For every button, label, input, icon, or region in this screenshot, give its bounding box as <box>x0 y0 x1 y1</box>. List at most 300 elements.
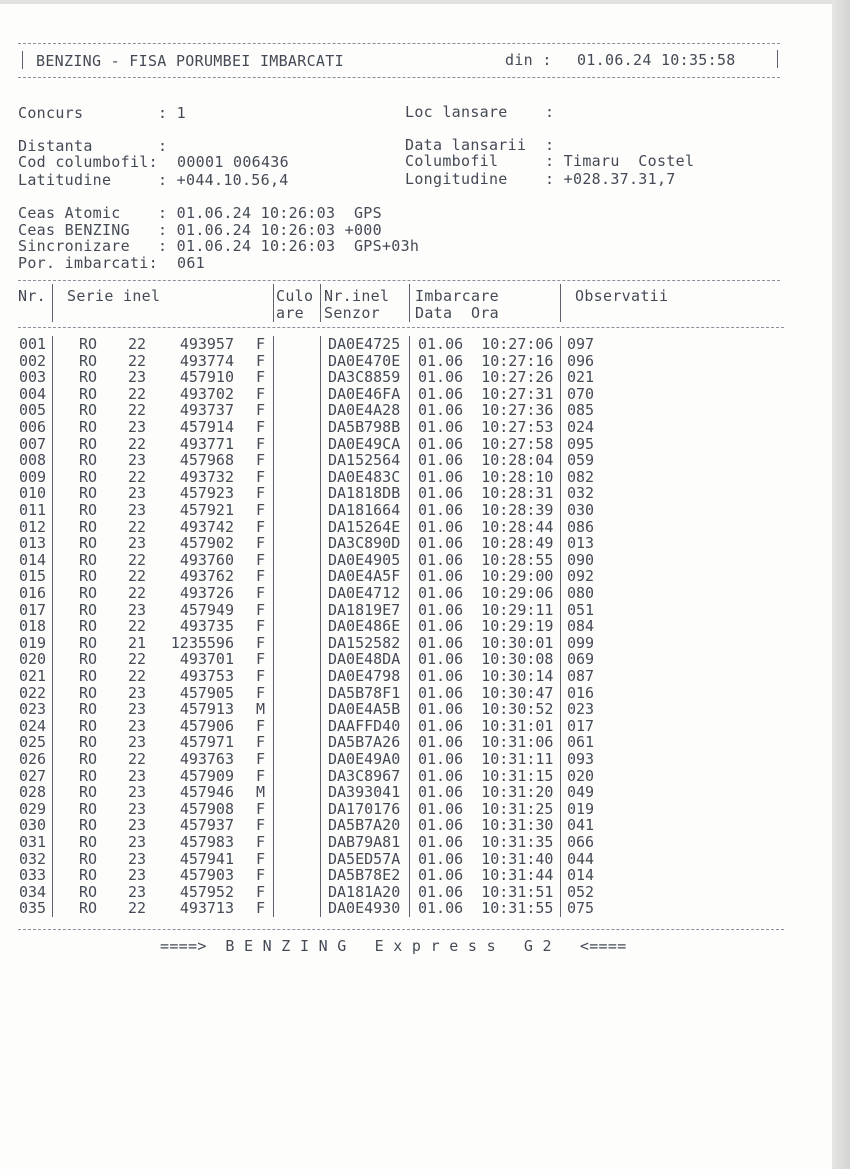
country-code: RO <box>79 600 98 619</box>
header-imbarcare: Imbarcare <box>415 287 499 305</box>
sex: F <box>256 733 266 752</box>
country-code: RO <box>79 716 98 735</box>
table-row <box>0 369 832 386</box>
observation: 075 <box>567 899 595 918</box>
row-number: 023 <box>19 700 47 719</box>
header-right-bar <box>777 50 778 68</box>
col-divider <box>560 851 561 868</box>
sex: M <box>256 783 266 802</box>
col-divider <box>560 469 561 486</box>
col-divider <box>560 867 561 884</box>
ring-number: 493763 <box>179 750 234 768</box>
boarding-time: 01.06 10:28:55 <box>418 550 554 569</box>
col-divider <box>560 602 561 619</box>
columbofil-value: : Timaru Costel <box>545 152 695 170</box>
header-top-rule <box>18 43 780 44</box>
ring-number: 493702 <box>179 384 234 403</box>
boarding-time: 01.06 10:31:15 <box>418 766 554 785</box>
col-divider <box>409 768 410 785</box>
col-divider <box>273 784 274 801</box>
col-divider <box>52 668 53 685</box>
sensor-id: DA0E4798 <box>328 667 401 685</box>
col-divider <box>52 419 53 436</box>
country-code: RO <box>79 534 98 553</box>
col-divider <box>409 751 410 768</box>
ring-year: 23 <box>128 783 147 802</box>
row-number: 015 <box>19 567 47 586</box>
observation: 097 <box>567 335 595 353</box>
table-row <box>0 734 832 751</box>
col-divider <box>409 552 410 569</box>
col-divider <box>273 900 274 917</box>
ring-year: 23 <box>128 700 147 719</box>
col-divider <box>560 784 561 801</box>
col-divider <box>320 867 321 884</box>
header-nr-inel: Nr.inel <box>324 287 390 305</box>
ring-year: 22 <box>128 517 147 536</box>
ring-year: 23 <box>128 849 147 868</box>
observation: 066 <box>567 833 595 851</box>
col-divider <box>320 668 321 685</box>
ring-year: 23 <box>128 501 147 519</box>
observation: 019 <box>567 799 595 818</box>
boarding-time: 01.06 10:31:11 <box>418 750 554 768</box>
loc-lansare-label: Loc lansare <box>405 103 508 121</box>
col-divider <box>52 651 53 668</box>
sensor-id: DA3C8859 <box>328 368 401 387</box>
sex: F <box>256 600 266 619</box>
ring-number: 457949 <box>179 600 234 619</box>
boarding-time: 01.06 10:28:31 <box>418 484 554 503</box>
col-divider <box>320 817 321 834</box>
col-divider <box>560 452 561 469</box>
header-culoare-2: are <box>276 304 304 322</box>
country-code: RO <box>79 849 98 868</box>
sensor-id: DA393041 <box>328 783 401 802</box>
col-divider <box>273 718 274 735</box>
row-number: 024 <box>19 716 47 735</box>
col-divider <box>52 635 53 652</box>
row-number: 005 <box>19 401 47 420</box>
observation: 085 <box>567 401 595 420</box>
ring-year: 22 <box>128 401 147 420</box>
col-divider <box>560 336 561 353</box>
table-row <box>0 618 832 635</box>
col-divider <box>560 651 561 668</box>
row-number: 031 <box>19 833 47 851</box>
col-divider <box>52 685 53 702</box>
col-divider <box>409 485 410 502</box>
sex: F <box>256 368 266 387</box>
col-divider <box>409 834 410 851</box>
longitudine-value: : +028.37.31,7 <box>545 170 676 188</box>
col-divider <box>320 469 321 486</box>
sensor-id: DA0E49CA <box>328 434 401 453</box>
sensor-id: DA0E4930 <box>328 899 401 918</box>
por-imbarcati-value: 061 <box>177 254 205 272</box>
boarding-time: 01.06 10:31:01 <box>418 716 554 735</box>
country-code: RO <box>79 484 98 503</box>
col-divider <box>560 284 561 322</box>
boarding-time: 01.06 10:30:14 <box>418 667 554 685</box>
ring-number: 493701 <box>179 650 234 669</box>
col-divider <box>560 734 561 751</box>
col-divider <box>52 734 53 751</box>
col-divider <box>560 834 561 851</box>
col-divider <box>273 734 274 751</box>
sex: F <box>256 617 266 636</box>
col-divider <box>560 900 561 917</box>
col-divider <box>560 535 561 552</box>
col-divider <box>320 602 321 619</box>
col-divider <box>273 568 274 585</box>
boarding-time: 01.06 10:27:36 <box>418 401 554 420</box>
table-row <box>0 668 832 685</box>
col-divider <box>320 519 321 536</box>
col-divider <box>409 734 410 751</box>
sex: F <box>256 633 266 652</box>
col-divider <box>320 402 321 419</box>
sex: F <box>256 833 266 851</box>
data-lansarii-label: Data lansarii <box>405 136 527 154</box>
col-divider <box>560 685 561 702</box>
country-code: RO <box>79 550 98 569</box>
columbofil-label: Columbofil <box>405 152 499 170</box>
ring-year: 22 <box>128 384 147 403</box>
sex: F <box>256 816 266 835</box>
observation: 023 <box>567 700 595 719</box>
ring-number: 493735 <box>179 617 234 636</box>
country-code: RO <box>79 766 98 785</box>
sensor-id: DA0E4905 <box>328 550 401 569</box>
col-divider <box>560 436 561 453</box>
por-imbarcati-label: Por. imbarcati: <box>18 254 158 272</box>
col-divider <box>52 585 53 602</box>
col-divider <box>320 635 321 652</box>
col-divider <box>52 284 53 322</box>
ring-number: 457941 <box>179 849 234 868</box>
country-code: RO <box>79 683 98 702</box>
sex: F <box>256 766 266 785</box>
col-divider <box>560 353 561 370</box>
col-divider <box>320 651 321 668</box>
ring-year: 23 <box>128 418 147 436</box>
row-number: 029 <box>19 799 47 818</box>
col-divider <box>560 701 561 718</box>
observation: 016 <box>567 683 595 702</box>
report-title: BENZING - FISA PORUMBEI IMBARCATI <box>36 52 344 70</box>
sex: F <box>256 351 266 370</box>
longitudine-label: Longitudine <box>405 170 508 188</box>
sex: F <box>256 467 266 486</box>
sex: F <box>256 418 266 436</box>
sex: F <box>256 567 266 586</box>
country-code: RO <box>79 750 98 768</box>
ceas-atomic-value: : 01.06.24 10:26:03 GPS <box>158 204 382 222</box>
row-number: 026 <box>19 750 47 768</box>
row-number: 012 <box>19 517 47 536</box>
col-divider <box>320 585 321 602</box>
sensor-id: DA5B798B <box>328 418 401 436</box>
row-number: 004 <box>19 384 47 403</box>
table-row <box>0 817 832 834</box>
col-divider <box>320 801 321 818</box>
col-divider <box>409 900 410 917</box>
table-bottom-rule <box>18 929 784 930</box>
sincronizare-value: : 01.06.24 10:26:03 GPS+03h <box>158 237 420 255</box>
col-divider <box>560 568 561 585</box>
ring-year: 22 <box>128 667 147 685</box>
ring-year: 23 <box>128 766 147 785</box>
col-divider <box>320 851 321 868</box>
col-divider <box>52 452 53 469</box>
row-number: 013 <box>19 534 47 553</box>
ceas-benzing-label: Ceas BENZING <box>18 221 130 239</box>
col-divider <box>560 369 561 386</box>
ring-year: 22 <box>128 750 147 768</box>
col-divider <box>409 402 410 419</box>
col-divider <box>52 834 53 851</box>
boarding-time: 01.06 10:29:11 <box>418 600 554 619</box>
col-divider <box>273 768 274 785</box>
col-divider <box>52 718 53 735</box>
col-divider <box>52 602 53 619</box>
col-divider <box>52 353 53 370</box>
col-divider <box>273 751 274 768</box>
sex: M <box>256 700 266 719</box>
boarding-time: 01.06 10:27:53 <box>418 418 554 436</box>
col-divider <box>273 535 274 552</box>
col-divider <box>52 485 53 502</box>
table-row <box>0 485 832 502</box>
col-divider <box>52 817 53 834</box>
observation: 090 <box>567 550 595 569</box>
row-number: 019 <box>19 633 47 652</box>
sex: F <box>256 866 266 885</box>
sensor-id: DA0E483C <box>328 467 401 486</box>
table-row <box>0 535 832 552</box>
country-code: RO <box>79 501 98 519</box>
ring-number: 457908 <box>179 799 234 818</box>
sensor-id: DA0E486E <box>328 617 401 636</box>
col-divider <box>560 751 561 768</box>
distanta-value: : <box>158 137 168 155</box>
boarding-time: 01.06 10:30:47 <box>418 683 554 702</box>
sensor-id: DA181A20 <box>328 882 401 901</box>
col-divider <box>560 519 561 536</box>
row-number: 033 <box>19 866 47 885</box>
sex: F <box>256 501 266 519</box>
col-divider <box>273 685 274 702</box>
row-number: 027 <box>19 766 47 785</box>
ring-year: 22 <box>128 351 147 370</box>
row-number: 020 <box>19 650 47 669</box>
sensor-id: DA0E470E <box>328 351 401 370</box>
col-divider <box>560 552 561 569</box>
observation: 084 <box>567 617 595 636</box>
col-divider <box>273 602 274 619</box>
header-bottom-rule <box>18 77 780 78</box>
row-number: 017 <box>19 600 47 619</box>
ring-year: 22 <box>128 617 147 636</box>
col-divider <box>52 768 53 785</box>
row-number: 032 <box>19 849 47 868</box>
sensor-id: DA0E4A5F <box>328 567 401 586</box>
col-divider <box>52 701 53 718</box>
sensor-id: DA5B78E2 <box>328 866 401 885</box>
col-divider <box>409 635 410 652</box>
table-row <box>0 651 832 668</box>
sex: F <box>256 667 266 685</box>
sex: F <box>256 534 266 553</box>
header-senzor: Senzor <box>324 304 380 322</box>
col-divider <box>273 402 274 419</box>
ring-year: 23 <box>128 534 147 553</box>
country-code: RO <box>79 633 98 652</box>
sensor-id: DA5ED57A <box>328 849 401 868</box>
boarding-time: 01.06 10:31:20 <box>418 783 554 802</box>
table-row <box>0 452 832 469</box>
sensor-id: DA181664 <box>328 501 401 519</box>
ring-year: 22 <box>128 584 147 602</box>
observation: 044 <box>567 849 595 868</box>
country-code: RO <box>79 733 98 752</box>
header-nr: Nr. <box>18 287 46 305</box>
row-number: 014 <box>19 550 47 569</box>
col-divider <box>273 353 274 370</box>
cod-columbofil-value: 00001 006436 <box>177 153 289 171</box>
country-code: RO <box>79 700 98 719</box>
col-divider <box>560 585 561 602</box>
country-code: RO <box>79 882 98 901</box>
col-divider <box>320 485 321 502</box>
ring-number: 493737 <box>179 401 234 420</box>
table-row <box>0 519 832 536</box>
ring-number: 493732 <box>179 467 234 486</box>
col-divider <box>273 635 274 652</box>
ceas-atomic-label: Ceas Atomic <box>18 204 121 222</box>
row-number: 001 <box>19 335 47 353</box>
boarding-time: 01.06 10:27:06 <box>418 335 554 353</box>
table-row <box>0 768 832 785</box>
observation: 049 <box>567 783 595 802</box>
sex: F <box>256 799 266 818</box>
ring-number: 493774 <box>179 351 234 370</box>
ring-number: 457921 <box>179 501 234 519</box>
observation: 092 <box>567 567 595 586</box>
col-divider <box>273 651 274 668</box>
row-number: 010 <box>19 484 47 503</box>
sex: F <box>256 882 266 901</box>
col-divider <box>273 436 274 453</box>
sex: F <box>256 899 266 918</box>
col-divider <box>320 685 321 702</box>
observation: 070 <box>567 384 595 403</box>
boarding-time: 01.06 10:30:08 <box>418 650 554 669</box>
col-divider <box>409 784 410 801</box>
col-divider <box>320 502 321 519</box>
sensor-id: DA1819E7 <box>328 600 401 619</box>
col-divider <box>320 552 321 569</box>
boarding-time: 01.06 10:30:52 <box>418 700 554 719</box>
row-number: 028 <box>19 783 47 802</box>
sensor-id: DAB79A81 <box>328 833 401 851</box>
col-divider <box>560 718 561 735</box>
sex: F <box>256 750 266 768</box>
ring-number: 457971 <box>179 733 234 752</box>
sensor-id: DA152582 <box>328 633 401 652</box>
col-divider <box>52 386 53 403</box>
col-divider <box>52 402 53 419</box>
country-code: RO <box>79 866 98 885</box>
footer-brand: ====> B E N Z I N G E x p r e s s G 2 <==== <box>160 937 627 955</box>
col-divider <box>52 618 53 635</box>
ring-number: 457910 <box>179 368 234 387</box>
row-number: 035 <box>19 899 47 918</box>
col-divider <box>409 867 410 884</box>
ring-number: 493760 <box>179 550 234 569</box>
col-divider <box>320 452 321 469</box>
boarding-time: 01.06 10:29:19 <box>418 617 554 636</box>
table-row <box>0 336 832 353</box>
col-divider <box>273 519 274 536</box>
col-divider <box>273 884 274 901</box>
col-divider <box>560 801 561 818</box>
ring-number: 457902 <box>179 534 234 553</box>
country-code: RO <box>79 368 98 387</box>
table-row <box>0 602 832 619</box>
country-code: RO <box>79 783 98 802</box>
sensor-id: DA5B7A20 <box>328 816 401 835</box>
boarding-time: 01.06 10:27:26 <box>418 368 554 387</box>
col-divider <box>273 469 274 486</box>
col-divider <box>409 602 410 619</box>
observation: 013 <box>567 534 595 553</box>
row-number: 003 <box>19 368 47 387</box>
table-row <box>0 386 832 403</box>
sex: F <box>256 451 266 470</box>
row-number: 016 <box>19 584 47 602</box>
observation: 095 <box>567 434 595 453</box>
table-row <box>0 718 832 735</box>
col-divider <box>52 568 53 585</box>
col-divider <box>409 718 410 735</box>
col-divider <box>409 817 410 834</box>
observation: 086 <box>567 517 595 536</box>
ring-number: 493957 <box>179 335 234 353</box>
col-divider <box>409 469 410 486</box>
boarding-time: 01.06 10:27:31 <box>418 384 554 403</box>
country-code: RO <box>79 584 98 602</box>
col-divider <box>273 668 274 685</box>
col-divider <box>409 618 410 635</box>
col-divider <box>273 284 274 322</box>
col-divider <box>409 452 410 469</box>
col-divider <box>273 701 274 718</box>
col-divider <box>409 851 410 868</box>
col-divider <box>320 419 321 436</box>
col-divider <box>409 502 410 519</box>
latitudine-value: : +044.10.56,4 <box>158 171 289 189</box>
country-code: RO <box>79 617 98 636</box>
sensor-id: DA5B7A26 <box>328 733 401 752</box>
sensor-id: DA0E49A0 <box>328 750 401 768</box>
col-divider <box>409 668 410 685</box>
table-row <box>0 784 832 801</box>
row-number: 018 <box>19 617 47 636</box>
report-date: 01.06.24 10:35:58 <box>577 51 736 69</box>
ring-year: 22 <box>128 567 147 586</box>
